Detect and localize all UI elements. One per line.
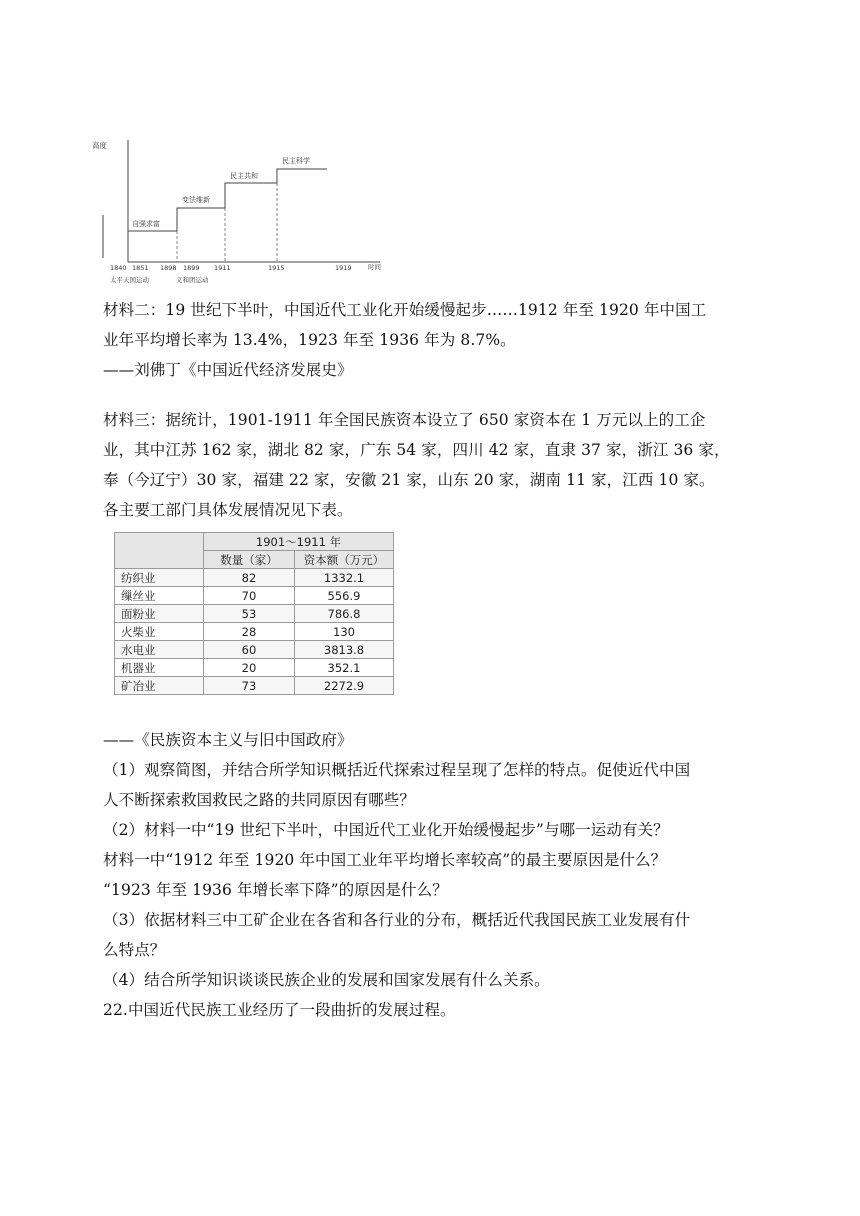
- questions-block: [103, 725, 763, 1025]
- paragraph-line: 业，其中江苏 162 家，湖北 82 家，广东 54 家，四川 42 家，直隶 37 家，浙江 36 家，: [103, 441, 730, 459]
- stage-label: 自强求富: [132, 220, 160, 228]
- next-question: 22.中国近代民族工业经历了一段曲折的发展过程。: [103, 1001, 456, 1019]
- question-line: 材料一中“1912 年至 1920 年中国工业年平均增长率较高”的最主要原因是什么？: [103, 851, 667, 869]
- paragraph-line: 奉（今辽宁）30 家，福建 22 家，安徽 21 家，山东 20 家，湖南 11 家，江西 10 家。: [103, 471, 715, 489]
- material-two: [103, 295, 763, 385]
- industry-name: 火柴业: [115, 623, 204, 641]
- question-line: （3）依据材料三中工矿企业在各省和各行业的分布，概括近代我国民族工业发展有什: [103, 911, 691, 929]
- table-period-header: 1901～1911 年: [204, 533, 394, 551]
- industry-name: 矿冶业: [115, 677, 204, 695]
- x-tick-label: 1899: [183, 264, 200, 272]
- x-sublabel: 太平天国运动: [110, 276, 149, 284]
- industry-capital: 556.9: [295, 587, 394, 605]
- paragraph-line: 各主要工部门具体发展情况见下表。: [103, 501, 353, 519]
- industry-capital: 1332.1: [295, 569, 394, 587]
- table-col-count: 数量（家）: [204, 551, 295, 569]
- table-corner-cell: [115, 533, 204, 569]
- source-citation: ——刘佛丁《中国近代经济发展史》: [103, 361, 353, 379]
- source-citation: ——《民族资本主义与旧中国政府》: [103, 731, 353, 749]
- paragraph-line: 业年平均增长率为 13.4%，1923 年至 1936 年为 8.7%。: [103, 331, 516, 349]
- industry-capital: 2272.9: [295, 677, 394, 695]
- x-sublabel: 义和团运动: [176, 276, 209, 284]
- industry-capital: 130: [295, 623, 394, 641]
- industry-name: 机器业: [115, 659, 204, 677]
- industry-capital: 352.1: [295, 659, 394, 677]
- question-line: 人不断探索救国救民之路的共同原因有哪些？: [103, 791, 416, 809]
- table-row: [115, 677, 394, 695]
- stage-label: 民主共和: [230, 172, 258, 180]
- x-axis-label: 时间: [368, 263, 381, 271]
- x-tick-label: 1915: [268, 264, 285, 272]
- table-row: [115, 605, 394, 623]
- stage-label: 变法维新: [182, 196, 210, 204]
- table-row: [115, 569, 394, 587]
- industry-name: 缫丝业: [115, 587, 204, 605]
- industry-count: 60: [204, 641, 295, 659]
- x-tick-label: 1911: [214, 264, 231, 272]
- question-line: （1）观察简图，并结合所学知识概括近代探索过程呈现了怎样的特点。促使近代中国: [103, 761, 691, 779]
- table-row: [115, 623, 394, 641]
- x-tick-label: 1919: [335, 264, 352, 272]
- table-row: [115, 659, 394, 677]
- industry-capital: 786.8: [295, 605, 394, 623]
- table-row: [115, 587, 394, 605]
- industry-table: [114, 532, 394, 695]
- x-tick-label: 1840: [110, 264, 127, 272]
- paragraph-line: 材料二：19 世纪下半叶，中国近代工业化开始缓慢起步……1912 年至 1920 年中国工: [103, 301, 707, 319]
- industry-count: 20: [204, 659, 295, 677]
- stage-label: 民主科学: [282, 157, 310, 165]
- paragraph-line: 材料三：据统计，1901-1911 年全国民族资本设立了 650 家资本在 1 万元以上的工企: [103, 411, 706, 429]
- x-tick-label: 1851: [132, 264, 149, 272]
- industry-count: 82: [204, 569, 295, 587]
- industry-count: 28: [204, 623, 295, 641]
- industry-name: 纺织业: [115, 569, 204, 587]
- industry-count: 53: [204, 605, 295, 623]
- x-tick-label: 1898: [160, 264, 177, 272]
- question-line: （2）材料一中“19 世纪下半叶，中国近代工业化开始缓慢起步”与哪一运动有关？: [103, 821, 669, 839]
- y-axis-label: 高度: [92, 141, 107, 150]
- table-row: [115, 641, 394, 659]
- question-line: “1923 年至 1936 年增长率下降”的原因是什么？: [103, 881, 448, 899]
- industry-capital: 3813.8: [295, 641, 394, 659]
- question-line: 么特点？: [103, 941, 166, 959]
- table-col-capital: 资本额（万元）: [295, 551, 394, 569]
- industry-count: 70: [204, 587, 295, 605]
- industry-count: 73: [204, 677, 295, 695]
- industry-name: 水电业: [115, 641, 204, 659]
- material-three: [103, 405, 763, 525]
- question-line: （4）结合所学知识谈谈民族企业的发展和国家发展有什么关系。: [103, 971, 550, 989]
- step-chart: [90, 128, 400, 290]
- industry-table-container: [114, 532, 394, 695]
- industry-name: 面粉业: [115, 605, 204, 623]
